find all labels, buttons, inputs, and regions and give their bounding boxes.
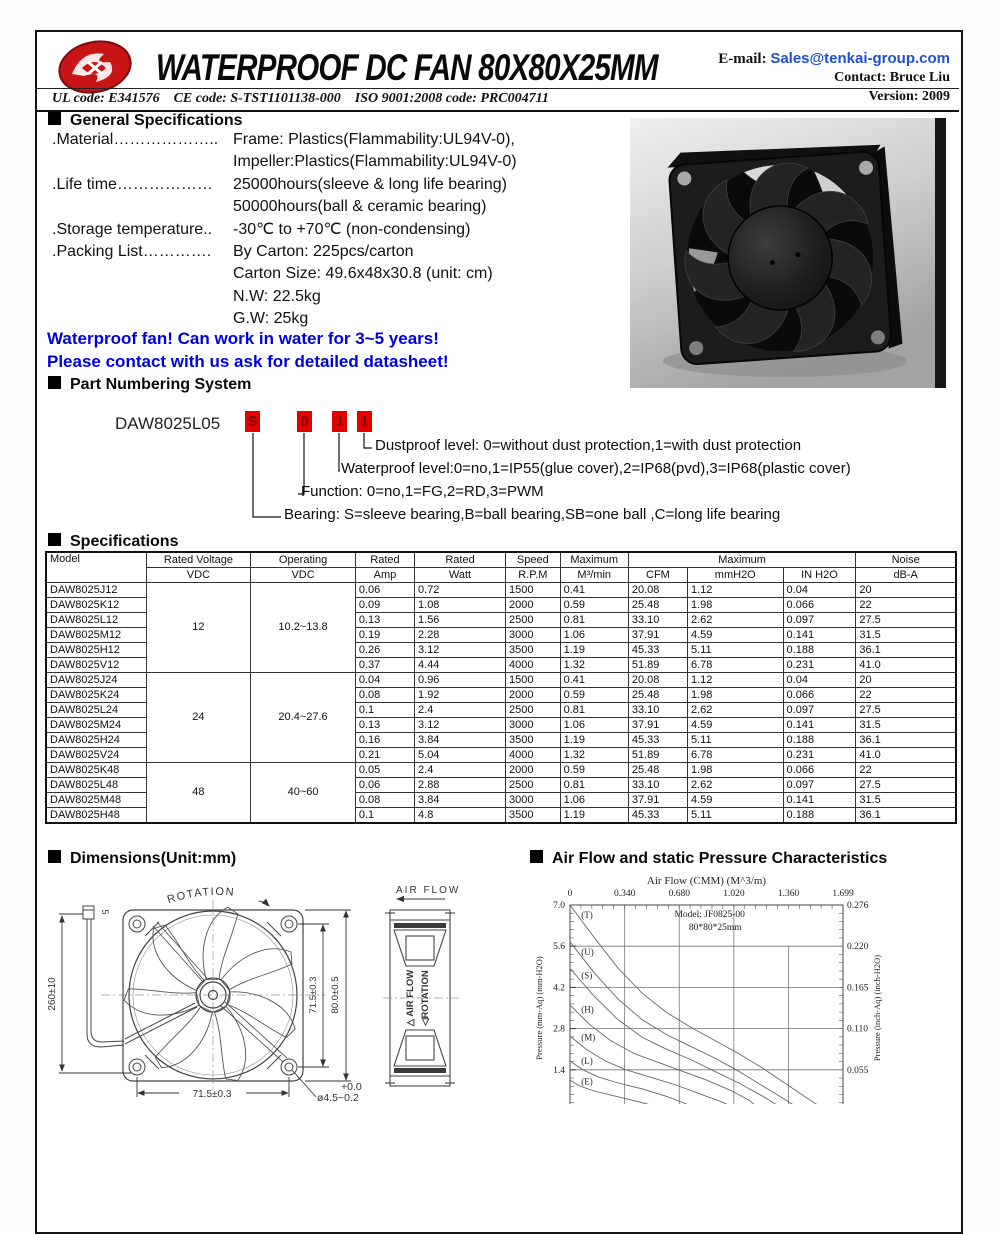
spec-cell: 3.12 <box>415 643 506 658</box>
chart-text: (T) <box>581 910 593 921</box>
general-spec-row <box>52 196 612 218</box>
general-spec-label <box>52 263 233 285</box>
spec-cell: 0.08 <box>355 793 414 808</box>
rotation-label: ROTATION <box>165 885 236 907</box>
part-number-digit-3: 1 <box>357 411 372 432</box>
spec-cell: 0.1 <box>355 703 414 718</box>
datasheet-title: WATERPROOF DC FAN 80X80X25MM <box>156 47 658 88</box>
spec-row <box>46 673 956 688</box>
spec-cell: 3000 <box>506 718 561 733</box>
chart-text: 0.055 <box>847 1065 869 1076</box>
spec-cell: 25.48 <box>628 763 687 778</box>
spec-cell: 0.59 <box>560 598 628 613</box>
general-spec-value: N.W: 22.5kg <box>233 287 321 305</box>
spec-cell: DAW8025M24 <box>46 718 146 733</box>
spec-cell: 0.188 <box>783 643 856 658</box>
chart-text: 4.2 <box>553 983 565 994</box>
chart-text: (L) <box>581 1055 593 1066</box>
spec-cell: 41.0 <box>856 658 956 673</box>
col-dba: dB-A <box>856 568 956 583</box>
chart-text: 80*80*25mm <box>688 923 742 933</box>
general-spec-value: Impeller:Plastics(Flammability:UL94V-0) <box>233 153 517 171</box>
spec-cell: 0.066 <box>783 598 856 613</box>
part-number-digit-0: S <box>245 411 260 432</box>
spec-cell: 5.11 <box>688 733 784 748</box>
chart-text: 1.4 <box>553 1065 565 1076</box>
specifications-table <box>45 551 957 824</box>
spec-cell: 3500 <box>506 808 561 824</box>
spec-cell: 27.5 <box>856 703 956 718</box>
spec-cell: DAW8025H24 <box>46 733 146 748</box>
spec-cell: 2.4 <box>415 763 506 778</box>
spec-row <box>46 763 956 778</box>
spec-cell: 51.89 <box>628 658 687 673</box>
general-specs-heading: General Specifications <box>48 112 243 130</box>
spec-cell: 2000 <box>506 598 561 613</box>
part-number-legend-0: Dustproof level: 0=without dust protection,1=with dust protection <box>375 437 802 454</box>
part-number-legend-1: Waterproof level:0=no,1=IP55(glue cover),2=IP68(pvd),3=IP68(plastic cover) <box>341 460 851 477</box>
spec-cell: 0.188 <box>783 808 856 824</box>
col-vdc-2: VDC <box>251 568 356 583</box>
spec-cell: 3000 <box>506 793 561 808</box>
general-spec-label <box>52 286 233 308</box>
general-spec-label: .Storage temperature.. <box>52 220 213 238</box>
spec-cell: 41.0 <box>856 748 956 763</box>
chart-text: 0.220 <box>847 942 869 953</box>
spec-cell: 33.10 <box>628 778 687 793</box>
spec-cell: 2.4 <box>415 703 506 718</box>
general-spec-label: .Packing List…………. <box>52 243 212 261</box>
spec-cell: 0.04 <box>783 673 856 688</box>
spec-cell: 45.33 <box>628 808 687 824</box>
spec-voltage-cell: 24 <box>146 673 251 763</box>
spec-cell: 0.097 <box>783 613 856 628</box>
spec-cell: 0.04 <box>355 673 414 688</box>
spec-cell: 0.231 <box>783 748 856 763</box>
spec-cell: DAW8025K48 <box>46 763 146 778</box>
spec-cell: 2500 <box>506 778 561 793</box>
spec-table-body <box>46 583 956 824</box>
part-number-digit-1: 0 <box>297 411 312 432</box>
part-numbering-heading: Part Numbering System <box>48 376 251 394</box>
spec-cell: 2500 <box>506 613 561 628</box>
spec-cell: 4.59 <box>688 793 784 808</box>
general-spec-label <box>52 308 233 330</box>
spec-cell: 1500 <box>506 583 561 598</box>
spec-cell: DAW8025V24 <box>46 748 146 763</box>
col-m3min: M³/min <box>560 568 628 583</box>
spec-cell: 0.141 <box>783 718 856 733</box>
chart-text: 5.6 <box>553 942 565 953</box>
spec-cell: 3500 <box>506 643 561 658</box>
version-line: Version: 2009 <box>868 89 950 104</box>
col-rated-amp: Rated <box>355 552 414 568</box>
spec-cell: 0.231 <box>783 658 856 673</box>
spec-cell: 33.10 <box>628 703 687 718</box>
spec-cell: 5.11 <box>688 643 784 658</box>
spec-table-head <box>46 552 956 583</box>
spec-cell: DAW8025V12 <box>46 658 146 673</box>
part-number-legend-2: Function: 0=no,1=FG,2=RD,3=PWM <box>301 483 544 500</box>
spec-cell: 4.59 <box>688 718 784 733</box>
col-maximum-airflow: Maximum <box>560 552 628 568</box>
spec-cell: 2.62 <box>688 613 784 628</box>
chart-text: Pressure (inch-Aq) (inch-H2O) <box>872 954 882 1062</box>
section-square-icon <box>48 850 61 863</box>
general-spec-value: 50000hours(ball & ceramic bearing) <box>233 198 487 216</box>
section-square-icon <box>48 533 61 546</box>
spec-cell: 22 <box>856 598 956 613</box>
contact-line: Contact: Bruce Liu <box>834 70 950 85</box>
wire-width-dim: 5 <box>100 909 110 915</box>
col-speed: Speed <box>506 552 561 568</box>
spec-cell: 0.09 <box>355 598 414 613</box>
spec-cell: 36.1 <box>856 808 956 824</box>
spec-cell: 4000 <box>506 658 561 673</box>
spec-cell: 0.06 <box>355 778 414 793</box>
spec-cell: 36.1 <box>856 733 956 748</box>
spec-cell: 0.13 <box>355 718 414 733</box>
side-airflow-label: AIR FLOW <box>396 885 461 896</box>
chart-text: 1.360 <box>777 889 800 899</box>
spec-cell: 0.21 <box>355 748 414 763</box>
spec-cell: 22 <box>856 763 956 778</box>
airflow-pressure-chart <box>532 872 990 1104</box>
general-spec-row <box>52 174 612 196</box>
spec-cell: 1.06 <box>560 718 628 733</box>
hole-pitch-v-dim: 71.5±0.3 <box>308 976 319 1014</box>
spec-cell: 0.097 <box>783 778 856 793</box>
col-rated-voltage: Rated Voltage <box>146 552 251 568</box>
spec-cell: 0.81 <box>560 778 628 793</box>
chart-text: 1.699 <box>832 889 854 899</box>
spec-cell: DAW8025H48 <box>46 808 146 824</box>
chart-text: (M) <box>581 1032 596 1043</box>
promo-line-2: Please contact with us ask for detailed datasheet! <box>47 352 449 371</box>
spec-operating-cell: 40~60 <box>251 763 356 824</box>
spec-cell: 3.84 <box>415 793 506 808</box>
spec-cell: 1.98 <box>688 598 784 613</box>
spec-cell: DAW8025K24 <box>46 688 146 703</box>
chart-text: 2.8 <box>553 1024 565 1035</box>
dimension-drawing-side <box>383 878 518 1104</box>
email-line <box>620 50 950 68</box>
spec-cell: 2.88 <box>415 778 506 793</box>
spec-cell: DAW8025H12 <box>46 643 146 658</box>
spec-cell: 0.59 <box>560 763 628 778</box>
general-spec-row <box>52 241 612 263</box>
hole-pitch-h-dim: 71.5±0.3 <box>192 1089 232 1100</box>
spec-cell: 3.84 <box>415 733 506 748</box>
spec-cell: 0.141 <box>783 793 856 808</box>
spec-cell: 36.1 <box>856 643 956 658</box>
spec-voltage-cell: 12 <box>146 583 251 673</box>
spec-cell: 27.5 <box>856 778 956 793</box>
spec-cell: 1.12 <box>688 583 784 598</box>
spec-cell: 0.08 <box>355 688 414 703</box>
email-label: E-mail: <box>718 51 771 67</box>
part-number-legend-3: Bearing: S=sleeve bearing,B=ball bearing,SB=one ball ,C=long life bearing <box>284 506 781 523</box>
spec-cell: 4.8 <box>415 808 506 824</box>
chart-text: Model: JF0825-00 <box>674 910 745 920</box>
spec-cell: DAW8025M12 <box>46 628 146 643</box>
frame-height-dim: 80.0±0.5 <box>330 976 341 1014</box>
spec-cell: 1.19 <box>560 733 628 748</box>
spec-cell: 25.48 <box>628 688 687 703</box>
spec-cell: 6.78 <box>688 658 784 673</box>
col-rpm: R.P.M <box>506 568 561 583</box>
general-spec-row <box>52 151 612 173</box>
fan-product-photo <box>630 118 946 388</box>
header-divider-thin <box>37 88 959 89</box>
general-spec-row <box>52 129 612 151</box>
spec-cell: 22 <box>856 688 956 703</box>
general-spec-label <box>52 151 233 173</box>
part-numbering-diagram <box>45 406 945 538</box>
spec-cell: 0.19 <box>355 628 414 643</box>
col-inh2o: IN H2O <box>783 568 856 583</box>
spec-cell: 51.89 <box>628 748 687 763</box>
hole-tolerance-plus: +0.0 <box>341 1081 362 1093</box>
spec-cell: 0.097 <box>783 703 856 718</box>
spec-cell: 5.04 <box>415 748 506 763</box>
spec-cell: 1.32 <box>560 658 628 673</box>
spec-cell: 45.33 <box>628 643 687 658</box>
spec-cell: 2.28 <box>415 628 506 643</box>
col-operating: Operating <box>251 552 356 568</box>
spec-cell: 4000 <box>506 748 561 763</box>
general-spec-value: G.W: 25kg <box>233 310 309 328</box>
chart-text: 0.110 <box>847 1024 869 1035</box>
spec-cell: 2.62 <box>688 778 784 793</box>
spec-cell: 0.26 <box>355 643 414 658</box>
spec-cell: 20.08 <box>628 583 687 598</box>
spec-cell: 0.04 <box>783 583 856 598</box>
col-rated-watt: Rated <box>415 552 506 568</box>
spec-cell: 31.5 <box>856 628 956 643</box>
section-square-icon <box>530 850 543 863</box>
spec-cell: 1.19 <box>560 808 628 824</box>
section-square-icon <box>48 376 61 389</box>
spec-cell: 0.1 <box>355 808 414 824</box>
certification-codes: UL code: E341576 CE code: S-TST1101138-000 ISO 9001:2008 code: PRC004711 <box>52 91 549 106</box>
general-spec-row <box>52 263 612 285</box>
header-contact-block <box>620 50 950 106</box>
general-spec-value: -30℃ to +70℃ (non-condensing) <box>233 220 471 238</box>
chart-text: 0.340 <box>613 889 636 899</box>
spec-cell: DAW8025M48 <box>46 793 146 808</box>
spec-cell: 1.98 <box>688 688 784 703</box>
spec-cell: 4.44 <box>415 658 506 673</box>
spec-cell: DAW8025L48 <box>46 778 146 793</box>
spec-cell: 20 <box>856 583 956 598</box>
spec-operating-cell: 10.2~13.8 <box>251 583 356 673</box>
spec-cell: 1.06 <box>560 793 628 808</box>
chart-text: Pressure (mm-Aq) (mm-H2O) <box>534 956 544 1060</box>
spec-cell: 3.12 <box>415 718 506 733</box>
spec-cell: 25.48 <box>628 598 687 613</box>
side-rotation-direction-label: ◁ROTATION <box>420 970 431 1026</box>
wire-length-dim: 260±10 <box>47 977 58 1011</box>
hole-diameter-dim: ø4.5−0.2 <box>317 1092 359 1104</box>
spec-cell: 27.5 <box>856 613 956 628</box>
email-link[interactable]: Sales@tenkai-group.com <box>770 50 950 67</box>
general-spec-value: By Carton: 225pcs/carton <box>233 243 414 261</box>
col-amp: Amp <box>355 568 414 583</box>
spec-cell: 6.78 <box>688 748 784 763</box>
col-noise: Noise <box>856 552 956 568</box>
col-mmh2o: mmH2O <box>688 568 784 583</box>
chart-text: 0.165 <box>847 983 869 994</box>
chart-text: Air Flow (CMM) (M^3/m) <box>646 875 767 887</box>
spec-cell: 0.81 <box>560 613 628 628</box>
spec-cell: 37.91 <box>628 628 687 643</box>
spec-cell: 0.72 <box>415 583 506 598</box>
col-watt: Watt <box>415 568 506 583</box>
dimension-drawing-front <box>45 878 395 1104</box>
chart-text: 0.680 <box>668 889 690 899</box>
spec-cell: 0.41 <box>560 583 628 598</box>
spec-operating-cell: 20.4~27.6 <box>251 673 356 763</box>
spec-cell: 31.5 <box>856 718 956 733</box>
spec-cell: 2000 <box>506 688 561 703</box>
chart-text: (U) <box>581 947 594 958</box>
chart-text: 0 <box>567 889 573 899</box>
spec-cell: 20 <box>856 673 956 688</box>
col-model: Model <box>46 552 146 583</box>
general-spec-value: Frame: Plastics(Flammability:UL94V-0), <box>233 131 515 148</box>
spec-cell: 0.06 <box>355 583 414 598</box>
general-spec-row <box>52 286 612 308</box>
spec-cell: 0.066 <box>783 763 856 778</box>
spec-cell: 2000 <box>506 763 561 778</box>
spec-cell: 33.10 <box>628 613 687 628</box>
part-number-base: DAW8025L05 <box>115 414 221 433</box>
spec-cell: 45.33 <box>628 733 687 748</box>
general-spec-row <box>52 219 612 241</box>
spec-cell: 1.08 <box>415 598 506 613</box>
spec-cell: DAW8025L24 <box>46 703 146 718</box>
spec-cell: DAW8025K12 <box>46 598 146 613</box>
chart-text: (S) <box>581 970 593 981</box>
spec-cell: 1.06 <box>560 628 628 643</box>
airflow-chart-heading: Air Flow and static Pressure Characteristics <box>530 850 887 868</box>
spec-cell: 37.91 <box>628 793 687 808</box>
spec-cell: 1.12 <box>688 673 784 688</box>
general-spec-label: .Material……………….. <box>52 131 219 148</box>
spec-cell: 3000 <box>506 628 561 643</box>
spec-cell: 37.91 <box>628 718 687 733</box>
spec-cell: 0.96 <box>415 673 506 688</box>
promo-line-1: Waterproof fan! Can work in water for 3~5 years! <box>47 329 439 348</box>
general-spec-value: Carton Size: 49.6x48x30.8 (unit: cm) <box>233 265 493 283</box>
col-cfm: CFM <box>628 568 687 583</box>
spec-cell: DAW8025J24 <box>46 673 146 688</box>
chart-text: 7.0 <box>553 901 565 911</box>
spec-cell: 0.59 <box>560 688 628 703</box>
spec-cell: 0.81 <box>560 703 628 718</box>
spec-cell: 2.62 <box>688 703 784 718</box>
specifications-heading: Specifications <box>48 533 178 551</box>
spec-cell: 1.98 <box>688 763 784 778</box>
spec-cell: 1.56 <box>415 613 506 628</box>
general-spec-label: .Life time……………… <box>52 175 213 193</box>
spec-cell: 3500 <box>506 733 561 748</box>
chart-text: 1.020 <box>723 889 745 899</box>
spec-cell: 31.5 <box>856 793 956 808</box>
chart-text: (E) <box>581 1076 593 1087</box>
general-spec-value: 25000hours(sleeve & long life bearing) <box>233 175 507 193</box>
spec-cell: 1.92 <box>415 688 506 703</box>
spec-cell: 1.32 <box>560 748 628 763</box>
side-airflow-direction-label: △ AIR FLOW <box>405 969 416 1027</box>
part-number-digit-2: 1 <box>332 411 347 432</box>
spec-cell: DAW8025L12 <box>46 613 146 628</box>
spec-cell: 1500 <box>506 673 561 688</box>
spec-cell: 1.19 <box>560 643 628 658</box>
general-spec-list <box>52 129 612 331</box>
spec-cell: 0.16 <box>355 733 414 748</box>
spec-cell: 20.08 <box>628 673 687 688</box>
spec-cell: 0.37 <box>355 658 414 673</box>
spec-cell: 0.05 <box>355 763 414 778</box>
spec-cell: 0.141 <box>783 628 856 643</box>
section-square-icon <box>48 112 61 125</box>
chart-text: (H) <box>581 1004 594 1015</box>
general-spec-label <box>52 196 233 218</box>
spec-cell: 0.066 <box>783 688 856 703</box>
general-spec-row <box>52 308 612 330</box>
spec-cell: 0.41 <box>560 673 628 688</box>
spec-cell: DAW8025J12 <box>46 583 146 598</box>
spec-cell: 4.59 <box>688 628 784 643</box>
col-vdc-1: VDC <box>146 568 251 583</box>
spec-cell: 2500 <box>506 703 561 718</box>
spec-cell: 5.11 <box>688 808 784 824</box>
dimensions-heading: Dimensions(Unit:mm) <box>48 850 236 868</box>
spec-cell: 0.188 <box>783 733 856 748</box>
spec-cell: 0.13 <box>355 613 414 628</box>
col-maximum-pressure: Maximum <box>628 552 855 568</box>
spec-voltage-cell: 48 <box>146 763 251 824</box>
chart-text: 0.276 <box>847 901 869 911</box>
spec-row <box>46 583 956 598</box>
